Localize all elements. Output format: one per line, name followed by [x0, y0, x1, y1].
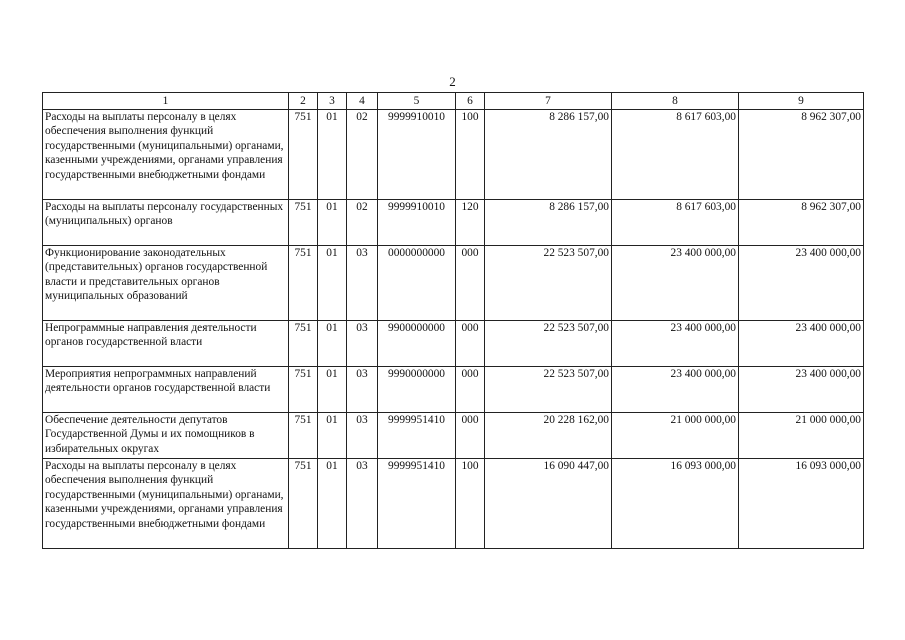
column-header: 3	[318, 93, 347, 110]
table-row	[43, 200, 864, 246]
code-cell: 9999951410	[378, 413, 456, 459]
amount-cell: 22 523 507,00	[485, 367, 612, 413]
amount-cell: 23 400 000,00	[739, 367, 864, 413]
code-cell: 751	[289, 246, 318, 321]
code-cell: 01	[318, 367, 347, 413]
code-cell: 751	[289, 200, 318, 246]
code-cell: 03	[347, 321, 378, 367]
budget-table	[42, 92, 864, 549]
table-row	[43, 367, 864, 413]
amount-cell: 23 400 000,00	[739, 246, 864, 321]
code-cell: 000	[456, 413, 485, 459]
code-cell: 751	[289, 367, 318, 413]
table-row	[43, 246, 864, 321]
expense-name: Функционирование законодательных (представительных) органов государственной власти и представительных органов муниципальных образований	[43, 246, 289, 321]
amount-cell: 23 400 000,00	[739, 321, 864, 367]
table-row	[43, 110, 864, 200]
code-cell: 9999910010	[378, 200, 456, 246]
code-cell: 751	[289, 110, 318, 200]
code-cell: 9990000000	[378, 367, 456, 413]
code-cell: 9999910010	[378, 110, 456, 200]
table-row	[43, 321, 864, 367]
code-cell: 000	[456, 321, 485, 367]
code-cell: 02	[347, 110, 378, 200]
code-cell: 03	[347, 413, 378, 459]
column-header: 7	[485, 93, 612, 110]
page-number: 2	[449, 74, 456, 89]
expense-name: Расходы на выплаты персоналу государственных (муниципальных) органов	[43, 200, 289, 246]
code-cell: 000	[456, 246, 485, 321]
amount-cell: 23 400 000,00	[612, 246, 739, 321]
amount-cell: 8 962 307,00	[739, 200, 864, 246]
column-header: 1	[43, 93, 289, 110]
expense-name: Обеспечение деятельности депутатов Государственной Думы и их помощников в избирательных округах	[43, 413, 289, 459]
amount-cell: 8 617 603,00	[612, 200, 739, 246]
code-cell: 0000000000	[378, 246, 456, 321]
code-cell: 01	[318, 246, 347, 321]
code-cell: 100	[456, 110, 485, 200]
code-cell: 120	[456, 200, 485, 246]
column-header: 6	[456, 93, 485, 110]
code-cell: 9900000000	[378, 321, 456, 367]
code-cell: 03	[347, 246, 378, 321]
code-cell: 02	[347, 200, 378, 246]
code-cell: 100	[456, 459, 485, 549]
amount-cell: 23 400 000,00	[612, 367, 739, 413]
code-cell: 01	[318, 321, 347, 367]
column-header: 2	[289, 93, 318, 110]
amount-cell: 21 000 000,00	[739, 413, 864, 459]
table-row	[43, 459, 864, 549]
amount-cell: 22 523 507,00	[485, 246, 612, 321]
code-cell: 751	[289, 459, 318, 549]
expense-name: Расходы на выплаты персоналу в целях обеспечения выполнения функций государственными (муниципальными) органами, казенными учреждениями, органами управления государственными внебюджетными фондами	[43, 459, 289, 549]
column-header: 4	[347, 93, 378, 110]
code-cell: 9999951410	[378, 459, 456, 549]
expense-name: Мероприятия непрограммных направлений деятельности органов государственной власти	[43, 367, 289, 413]
amount-cell: 16 090 447,00	[485, 459, 612, 549]
code-cell: 01	[318, 110, 347, 200]
code-cell: 000	[456, 367, 485, 413]
column-header: 8	[612, 93, 739, 110]
amount-cell: 8 962 307,00	[739, 110, 864, 200]
amount-cell: 8 617 603,00	[612, 110, 739, 200]
amount-cell: 21 000 000,00	[612, 413, 739, 459]
code-cell: 751	[289, 413, 318, 459]
amount-cell: 22 523 507,00	[485, 321, 612, 367]
expense-name: Непрограммные направления деятельности органов государственной власти	[43, 321, 289, 367]
code-cell: 01	[318, 459, 347, 549]
column-header: 5	[378, 93, 456, 110]
amount-cell: 16 093 000,00	[612, 459, 739, 549]
code-cell: 03	[347, 367, 378, 413]
code-cell: 751	[289, 321, 318, 367]
code-cell: 03	[347, 459, 378, 549]
amount-cell: 20 228 162,00	[485, 413, 612, 459]
expense-name: Расходы на выплаты персоналу в целях обеспечения выполнения функций государственными (муниципальными) органами, казенными учреждениями, органами управления государственными внебюджетными фондами	[43, 110, 289, 200]
amount-cell: 8 286 157,00	[485, 110, 612, 200]
header-row	[43, 93, 864, 110]
amount-cell: 23 400 000,00	[612, 321, 739, 367]
amount-cell: 16 093 000,00	[739, 459, 864, 549]
column-header: 9	[739, 93, 864, 110]
amount-cell: 8 286 157,00	[485, 200, 612, 246]
code-cell: 01	[318, 413, 347, 459]
code-cell: 01	[318, 200, 347, 246]
table-row	[43, 413, 864, 459]
